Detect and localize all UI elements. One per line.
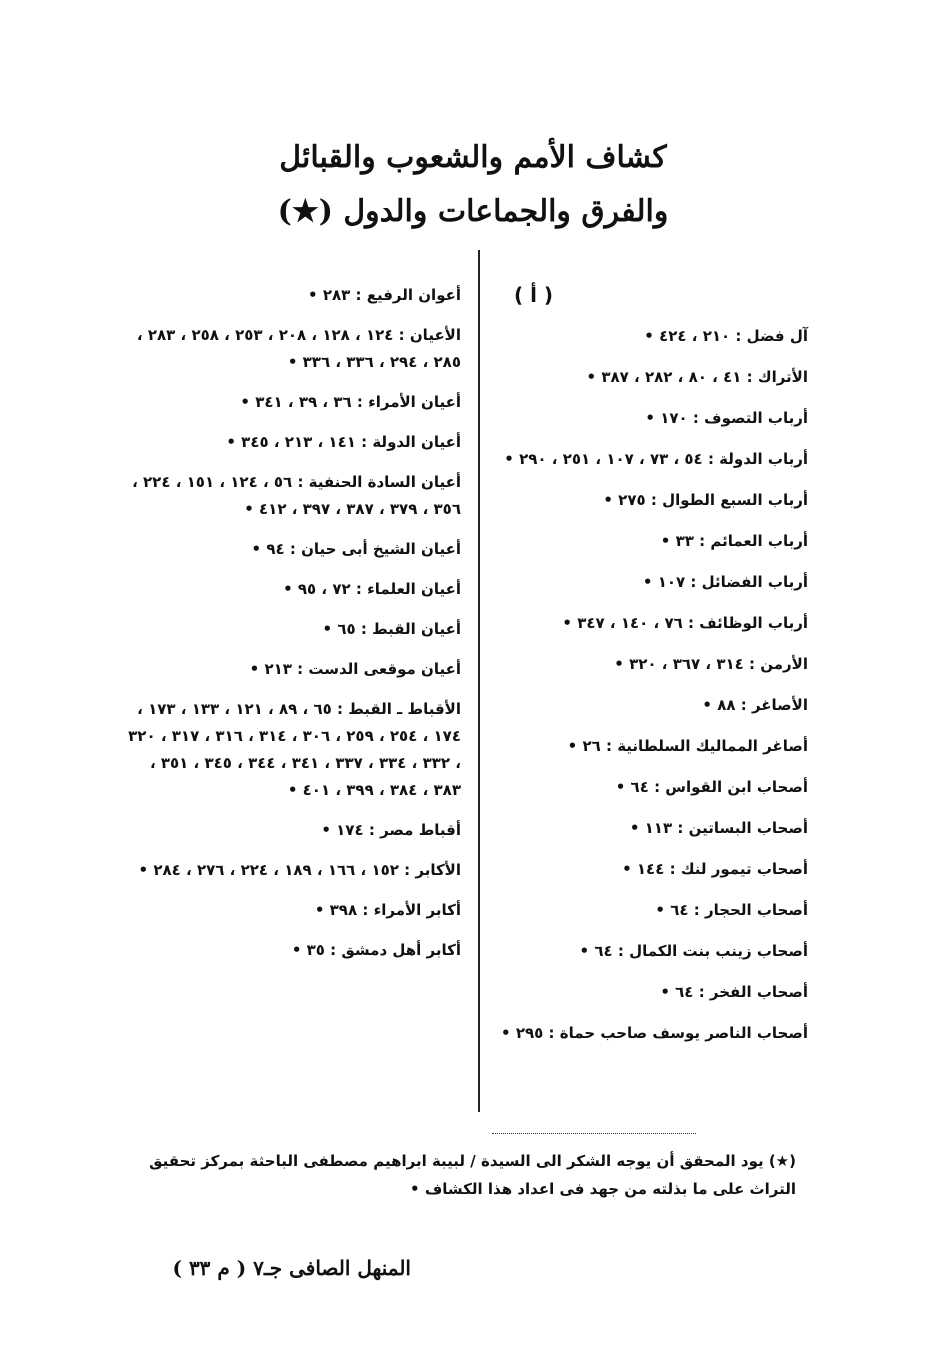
index-entry: أرباب العمائم : ٣٣ •: [660, 532, 808, 550]
page-footer: المنهل الصافى جـ٧ ( م ٣٣ ): [172, 1256, 411, 1280]
index-entry: أرباب السبع الطوال : ٢٧٥ •: [603, 491, 808, 509]
index-entry: أعيان العلماء : ٧٢ ، ٩٥ •: [283, 580, 461, 598]
index-entry: أعيان الدولة : ١٤١ ، ٢١٣ ، ٣٤٥ •: [226, 433, 461, 451]
index-entry: الأكابر : ١٥٢ ، ١٦٦ ، ١٨٩ ، ٢٢٤ ، ٢٧٦ ، ٢٨٤ •: [138, 861, 461, 879]
index-entry: أصحاب البساتين : ١١٣ •: [629, 819, 808, 837]
index-entry: أرباب الوظائف : ٧٦ ، ١٤٠ ، ٣٤٧ •: [562, 614, 808, 632]
index-entry: آل فضل : ٢١٠ ، ٤٢٤ •: [644, 327, 808, 345]
index-entry: أصحاب ابن القواس : ٦٤ •: [615, 778, 808, 796]
index-entry: الأقباط ـ القبط : ٦٥ ، ٨٩ ، ١٢١ ، ١٣٣ ، ١٧٣ ، ١٧٤ ، ٢٥٤ ، ٢٥٩ ، ٣٠٦ ، ٣١٤ ، ٣١٦ ، ٣١٧ ، ٣٢٠ ، ٣٣٢ ، ٣٣٤ ، ٣٣٧ ، ٣٤١ ، ٣٤٤ ، ٣٤٥ ، ٣٥١ ، ٣٨٣ ، ٣٨٤ ، ٣٩٩ ، ٤٠١ •: [128, 700, 461, 799]
column-divider: [478, 250, 480, 1112]
index-entry: الأرمن : ٣١٤ ، ٣٦٧ ، ٣٢٠ •: [614, 655, 808, 673]
index-entry: أرباب الفضائل : ١٠٧ •: [642, 573, 808, 591]
index-entry: أعيان القبط : ٦٥ •: [322, 620, 461, 638]
index-entry: أصحاب الفخر : ٦٤ •: [660, 983, 808, 1001]
index-entry: أعيان السادة الحنفية : ٥٦ ، ١٢٤ ، ١٥١ ، ٢٢٤ ، ٣٥٦ ، ٣٧٩ ، ٣٨٧ ، ٣٩٧ ، ٤١٢ •: [132, 473, 461, 518]
index-entry: أصحاب تيمور لنك : ١٤٤ •: [622, 860, 808, 878]
index-entry: أصحاب الحجار : ٦٤ •: [655, 901, 808, 919]
footnote: (★) يود المحقق أن يوجه الشكر الى السيدة / لبيبة ابراهيم مصطفى الباحثة بمركز تحقيق التراث على ما بذلته من جهد فى اعداد هذا الكشاف •: [149, 1152, 796, 1198]
index-entry: الأصاغر : ٨٨ •: [702, 696, 808, 714]
index-entry: أرباب الدولة : ٥٤ ، ٧٣ ، ١٠٧ ، ٢٥١ ، ٢٩٠ •: [504, 450, 808, 468]
index-entry: أعيان موقعى الدست : ٢١٣ •: [249, 660, 461, 678]
section-letter: ( أ ): [514, 283, 554, 307]
right-column: [486, 282, 808, 1061]
footnote-separator: [492, 1133, 696, 1134]
index-entry: أصاغر المماليك السلطانية : ٢٦ •: [567, 737, 808, 755]
index-entry: أقباط مصر : ١٧٤ •: [321, 821, 461, 839]
left-column: [125, 282, 461, 977]
index-entry: أعوان الرفيع : ٢٨٣ •: [308, 286, 461, 304]
index-entry: الأعيان : ١٢٤ ، ١٢٨ ، ٢٠٨ ، ٢٥٣ ، ٢٥٨ ، ٢٨٣ ، ٢٨٥ ، ٢٩٤ ، ٣٣٦ ، ٣٣٦ •: [136, 326, 461, 371]
index-title-line-2: والفرق والجماعات والدول (★): [277, 194, 669, 229]
index-entry: أكابر الأمراء : ٣٩٨ •: [314, 901, 461, 919]
index-title-line-1: كشاف الأمم والشعوب والقبائل: [279, 140, 667, 175]
index-entry: أرباب التصوف : ١٧٠ •: [645, 409, 808, 427]
index-entry: أعيان الأمراء : ٣٦ ، ٣٩ ، ٣٤١ •: [240, 393, 461, 411]
index-entry: أصحاب الناصر يوسف صاحب حماة : ٢٩٥ •: [501, 1024, 808, 1042]
index-entry: أصحاب زينب بنت الكمال : ٦٤ •: [579, 942, 808, 960]
index-entry: أكابر أهل دمشق : ٣٥ •: [291, 941, 461, 959]
index-entry: أعيان الشيخ أبى حيان : ٩٤ •: [251, 540, 461, 558]
index-entry: الأتراك : ٤١ ، ٨٠ ، ٢٨٢ ، ٣٨٧ •: [586, 368, 808, 386]
